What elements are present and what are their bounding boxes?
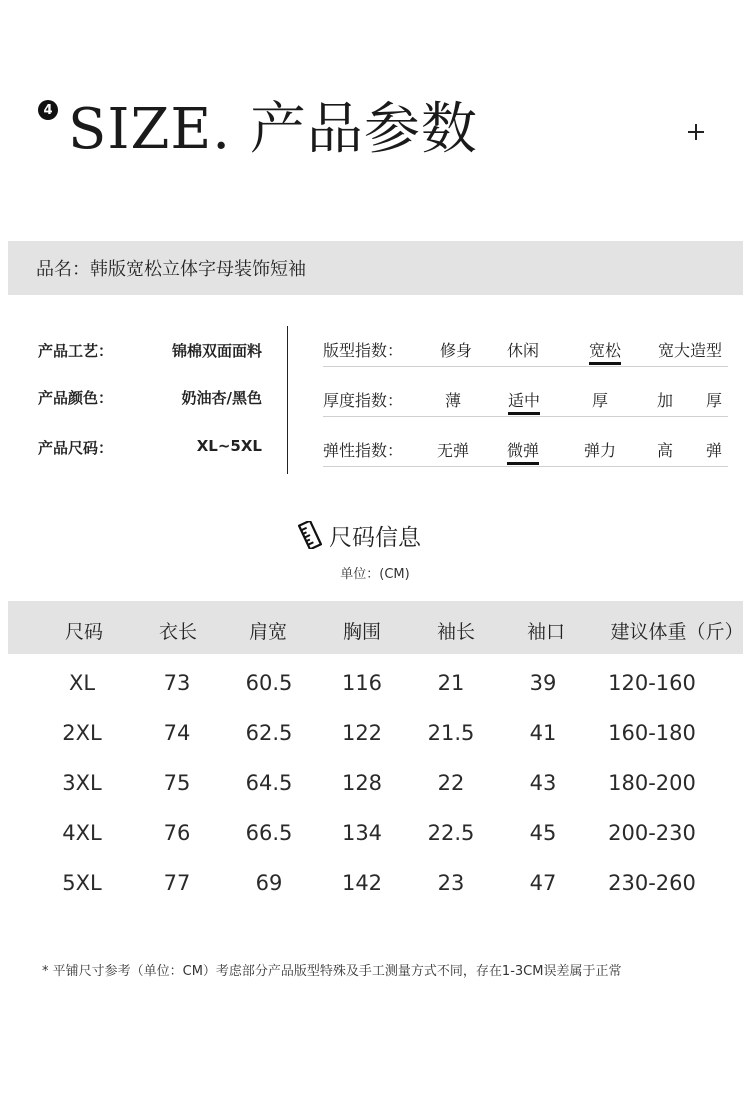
spec-label-size: 产品尺码： — [38, 439, 114, 457]
elasticity-option-high-2: 弹 — [705, 441, 723, 460]
ruler-icon — [298, 521, 322, 549]
product-name-band — [8, 241, 743, 295]
table-header-weight: 建议体重（斤） — [610, 621, 744, 643]
thickness-option-thick: 厚 — [591, 391, 609, 410]
vertical-divider — [287, 326, 288, 474]
page-title: SIZE. 产品参数 — [68, 97, 478, 162]
cell-size: 4XL — [62, 821, 102, 845]
spec-label-craft: 产品工艺： — [38, 342, 114, 360]
size-info-title: 尺码信息 — [329, 525, 421, 551]
cell-length: 76 — [163, 821, 191, 845]
fit-index-underline — [323, 366, 728, 367]
elasticity-option-slight-selected: 微弹 — [507, 438, 539, 465]
cell-sleeve: 21 — [437, 671, 465, 695]
elasticity-option-stretch: 弹力 — [583, 441, 617, 460]
cell-weight: 230-260 — [608, 871, 696, 895]
thickness-option-thin: 薄 — [444, 391, 462, 410]
fit-option-casual: 休闲 — [506, 341, 540, 360]
cell-weight: 200-230 — [608, 821, 696, 845]
cell-cuff: 41 — [529, 721, 557, 745]
cell-sleeve: 22.5 — [427, 821, 475, 845]
thickness-index-label: 厚度指数： — [323, 391, 404, 410]
cell-chest: 122 — [341, 721, 383, 745]
cell-length: 75 — [163, 771, 191, 795]
table-header-sleeve: 袖长 — [436, 621, 476, 643]
spec-label-color: 产品颜色： — [38, 389, 114, 407]
unit-label: 单位：(CM) — [340, 567, 410, 582]
cell-size: 3XL — [62, 771, 102, 795]
spec-value-color: 奶油杏/黑色 — [181, 389, 262, 407]
plus-icon[interactable] — [686, 122, 706, 142]
section-number-badge: 4 — [38, 100, 58, 120]
cell-length: 74 — [163, 721, 191, 745]
table-header-chest: 胸围 — [342, 621, 382, 643]
cell-size: XL — [68, 671, 96, 695]
elasticity-index-underline — [323, 466, 728, 467]
table-header-length: 衣长 — [158, 621, 198, 643]
elasticity-option-none: 无弹 — [436, 441, 470, 460]
cell-size: 5XL — [62, 871, 102, 895]
table-header-cuff: 袖口 — [526, 621, 566, 643]
fit-option-slim: 修身 — [439, 341, 473, 360]
cell-cuff: 39 — [529, 671, 557, 695]
cell-cuff: 47 — [529, 871, 557, 895]
cell-chest: 116 — [341, 671, 383, 695]
cell-sleeve: 21.5 — [427, 721, 475, 745]
cell-sleeve: 23 — [437, 871, 465, 895]
cell-shoulder: 60.5 — [245, 671, 293, 695]
table-header-shoulder: 肩宽 — [248, 621, 288, 643]
cell-cuff: 45 — [529, 821, 557, 845]
cell-weight: 120-160 — [608, 671, 696, 695]
elasticity-index-label: 弹性指数： — [323, 441, 404, 460]
cell-cuff: 43 — [529, 771, 557, 795]
spec-value-craft: 锦棉双面面料 — [171, 342, 262, 360]
cell-shoulder: 64.5 — [245, 771, 293, 795]
cell-weight: 180-200 — [608, 771, 696, 795]
table-header-size: 尺码 — [64, 621, 104, 643]
thickness-option-medium-selected: 适中 — [508, 388, 540, 415]
cell-shoulder: 62.5 — [245, 721, 293, 745]
cell-sleeve: 22 — [437, 771, 465, 795]
spec-value-size: XL~5XL — [196, 437, 262, 455]
cell-chest: 134 — [341, 821, 383, 845]
product-name: 品名：韩版宽松立体字母装饰短袖 — [36, 259, 306, 280]
thickness-option-extra-2: 厚 — [705, 391, 723, 410]
fit-option-oversized: 宽大造型 — [657, 341, 723, 360]
cell-chest: 142 — [341, 871, 383, 895]
cell-size: 2XL — [62, 721, 102, 745]
elasticity-option-high-1: 高 — [656, 441, 674, 460]
thickness-index-underline — [323, 416, 728, 417]
cell-length: 73 — [163, 671, 191, 695]
cell-shoulder: 69 — [255, 871, 283, 895]
measurement-footnote: * 平铺尺寸参考（单位：CM）考虑部分产品版型特殊及手工测量方式不同，存在1-3CM误差属于正常 — [42, 964, 622, 979]
cell-length: 77 — [163, 871, 191, 895]
fit-index-label: 版型指数： — [323, 341, 404, 360]
cell-chest: 128 — [341, 771, 383, 795]
fit-option-loose-selected: 宽松 — [589, 338, 621, 365]
cell-weight: 160-180 — [608, 721, 696, 745]
thickness-option-extra-1: 加 — [656, 391, 674, 410]
cell-shoulder: 66.5 — [245, 821, 293, 845]
